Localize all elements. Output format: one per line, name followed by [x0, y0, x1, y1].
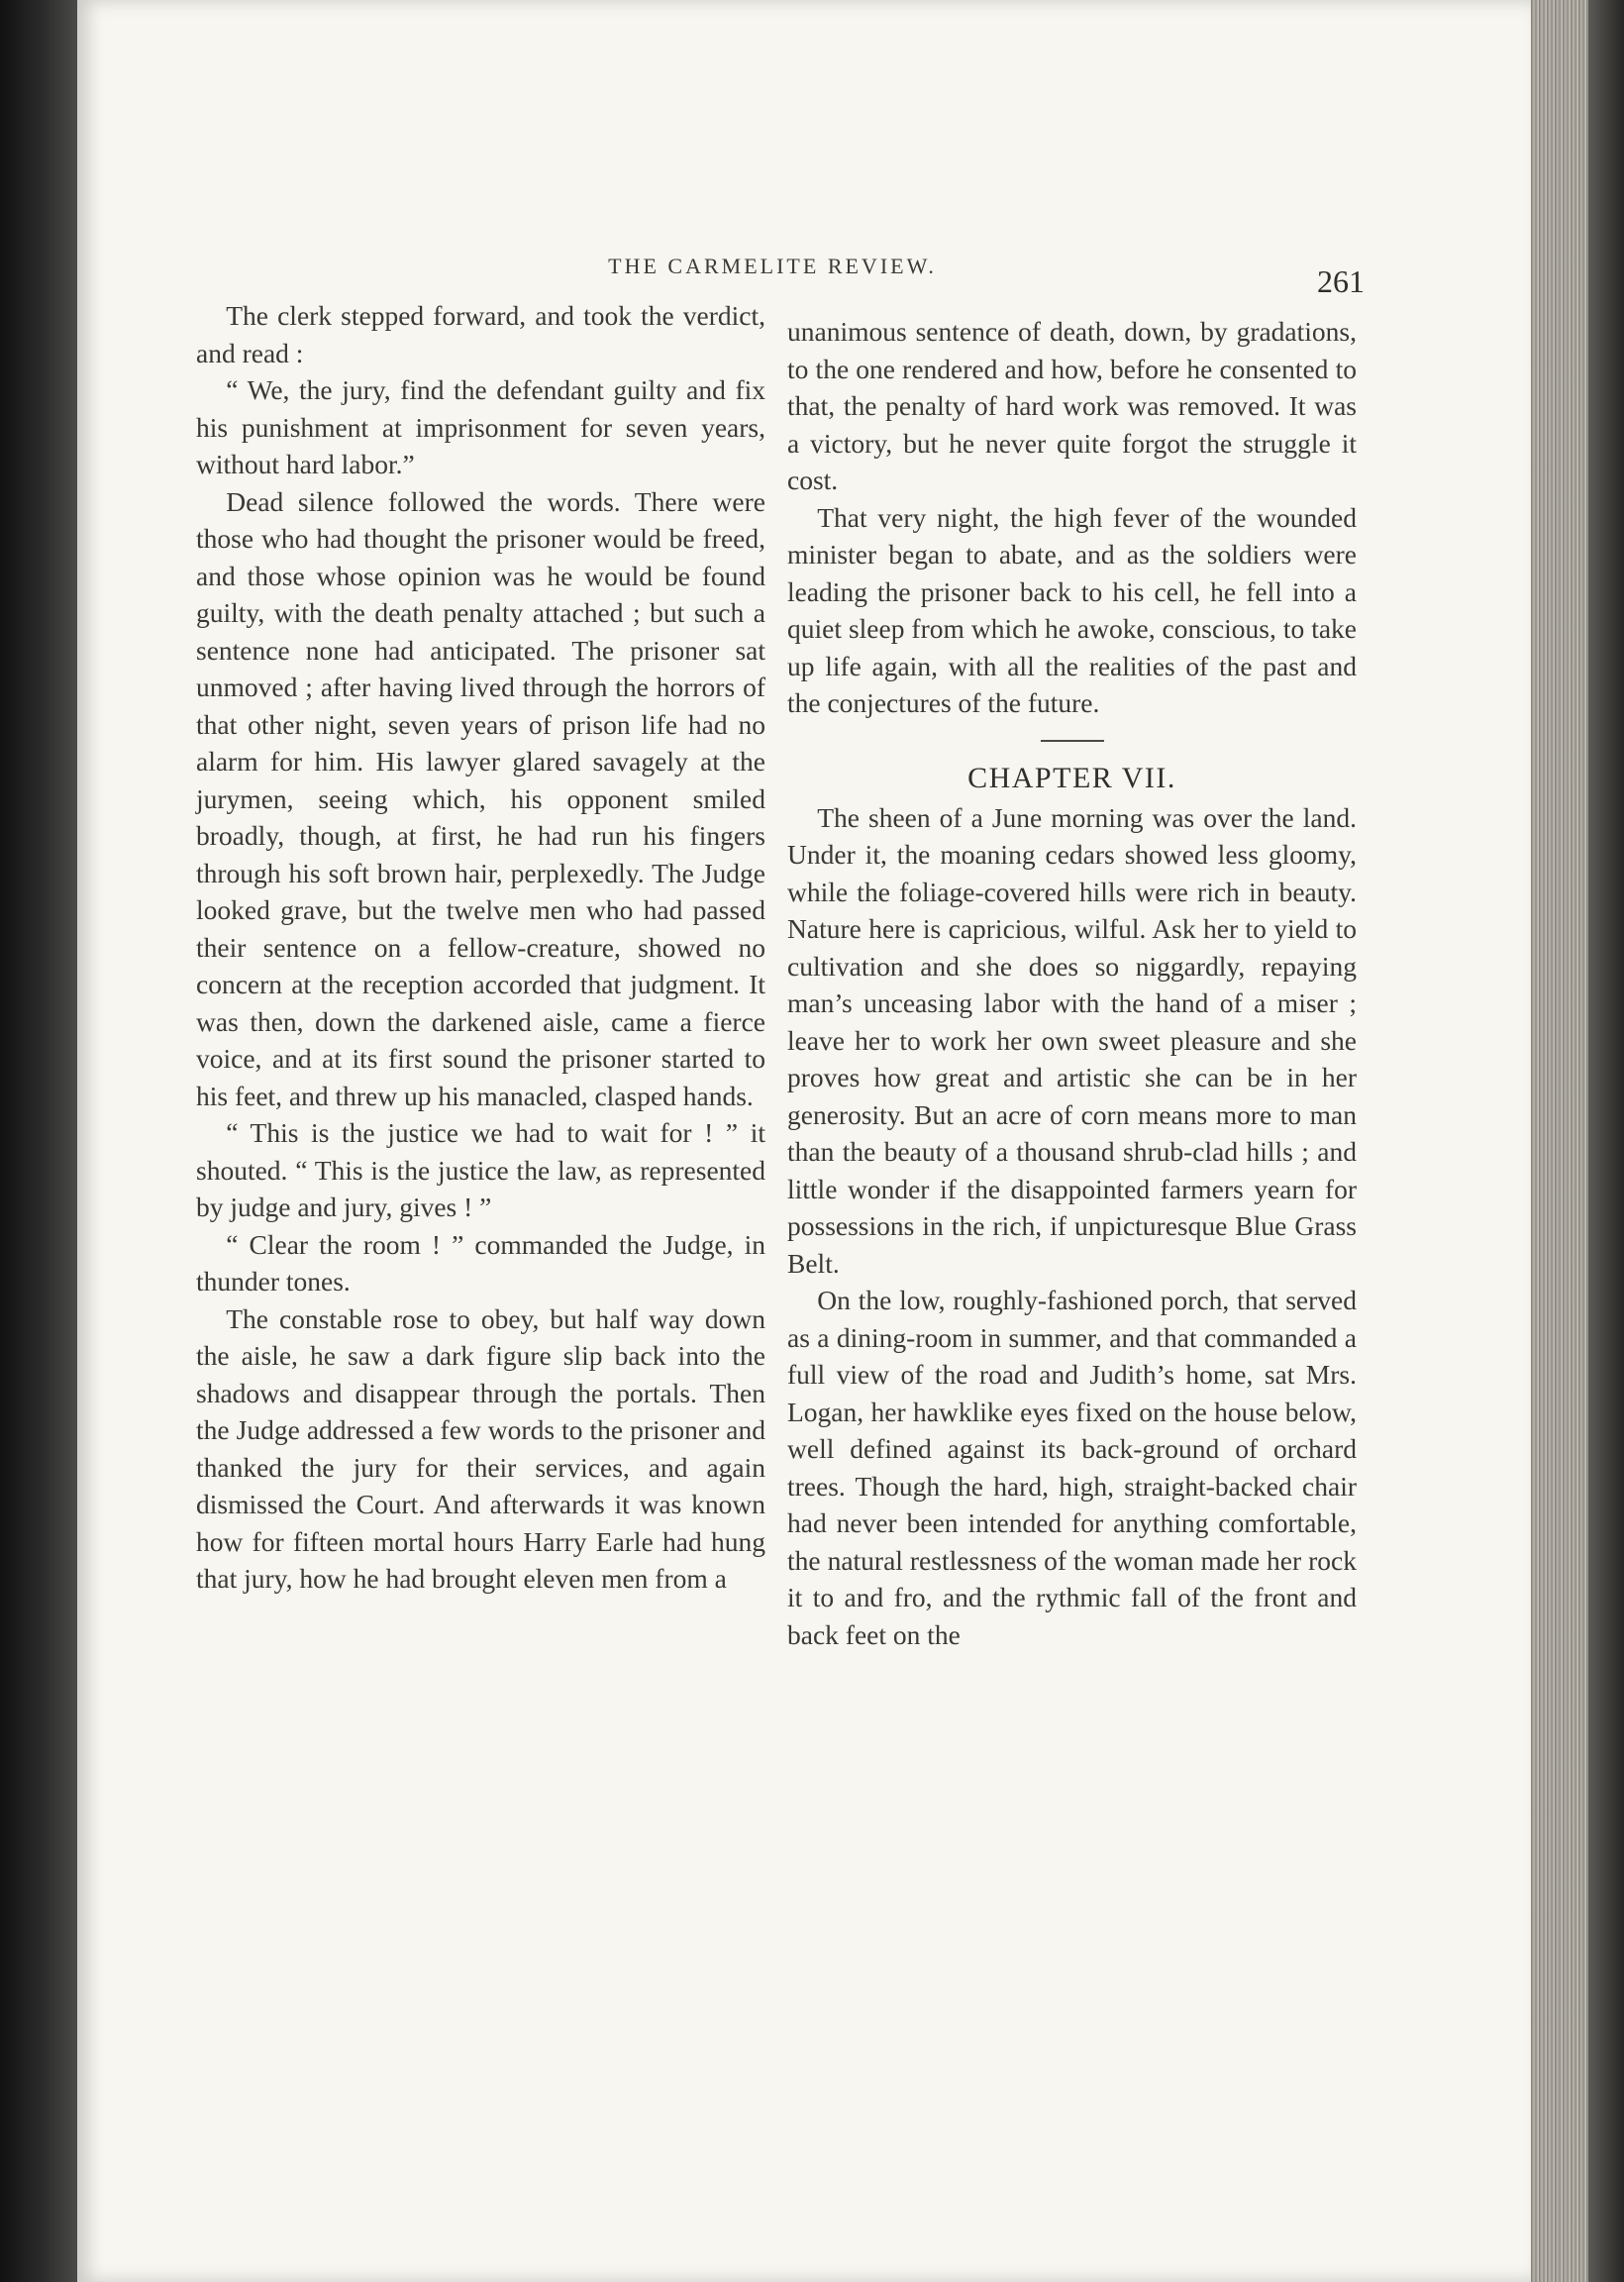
section-divider: [1041, 740, 1104, 742]
page-edges: [1531, 0, 1624, 2282]
paragraph: The sheen of a June morning was over the land. Under it, the moaning cedars showed less gloomy, while the foliage-covered hills were rich in beauty. Nature here is capricious, wilful. Ask her to yield to cultivation and she does so niggardly, repaying man’s unceasing labor with the hand of a miser ; leave her to work her own sweet pleasure and she proves how great and artistic she can be in her generosity. But an acre of corn means more to man than the beauty of a thousand shrub-clad hills ; and little wonder if the disappointed farmers yearn for possessions in the rich, if unpicturesque Blue Grass Belt.: [787, 801, 1357, 1279]
paragraph: “ Clear the room ! ” commanded the Judge, in thunder tones.: [196, 1228, 765, 1297]
paragraph: Dead silence followed the words. There were those who had thought the prisoner would be freed, and those whose opinion was he would be found guilty, with the death penalty attached ; but such a sentence none had anticipated. The prisoner sat unmoved ; after having lived through the horrors of that other night, seven years of prison life had no alarm for him. His lawyer glared savagely at the jurymen, seeing which, his opponent smiled broadly, though, at first, he had run his fingers through his soft brown hair, perplexedly. The Judge looked grave, but the twelve men who had passed their sentence on a fellow-creature, showed no concern at the reception accorded that judgment. It was then, down the darkened aisle, came a fierce voice, and at its first sound the prisoner started to his feet, and threw up his manacled, clasped hands.: [196, 485, 765, 1111]
page-number: 261: [1317, 263, 1365, 299]
paragraph: On the low, roughly-fashioned porch, that served as a dining-room in summer, and that commanded a full view of the road and Judith’s home, sat Mrs. Logan, her hawklike eyes fixed on the house below, well defined against its back-ground of orchard trees. Though the hard, high, straight-backed chair had never been intended for anything comfortable, the natural restlessness of the woman made her rock it to and fro, and the rythmic fall of the front and back feet on the: [787, 1285, 1357, 1650]
chapter-heading: CHAPTER VII.: [967, 761, 1176, 794]
paragraph: That very night, the high fever of the wounded minister began to abate, and as the soldiers were leading the prisoner back to his cell, he fell into a quiet sleep from which he awoke, conscious, to take up life again, with all the realities of the past and the conjectures of the future.: [787, 501, 1357, 718]
left-column: [196, 297, 765, 2080]
right-column: [787, 313, 1357, 2096]
paragraph-continuation: unanimous sentence of death, down, by gradations, to the one rendered and how, before he consented to that, the penalty of hard work was removed. It was a victory, but he never quite forgot the struggle it cost.: [787, 316, 1357, 495]
running-head: THE CARMELITE REVIEW.: [608, 254, 937, 278]
paragraph: The constable rose to obey, but half way down the aisle, he saw a dark figure slip back into the shadows and disappear through the portals. Then the Judge addressed a few words to the prisoner and thanked the jury for their services, and again dismissed the Court. And afterwards it was known how for fifteen mortal hours Harry Earle had hung that jury, how he had brought eleven men from a: [196, 1302, 765, 1594]
paragraph: “ This is the justice we had to wait for ! ” it shouted. “ This is the justice the law, as represented by judge and jury, gives ! ”: [196, 1117, 765, 1222]
scan-left-margin: [0, 0, 77, 2282]
paragraph: The clerk stepped forward, and took the verdict, and read :: [196, 300, 765, 368]
paragraph: “ We, the jury, find the defendant guilty and fix his punishment at imprisonment for seven years, without hard labor.”: [196, 374, 765, 479]
